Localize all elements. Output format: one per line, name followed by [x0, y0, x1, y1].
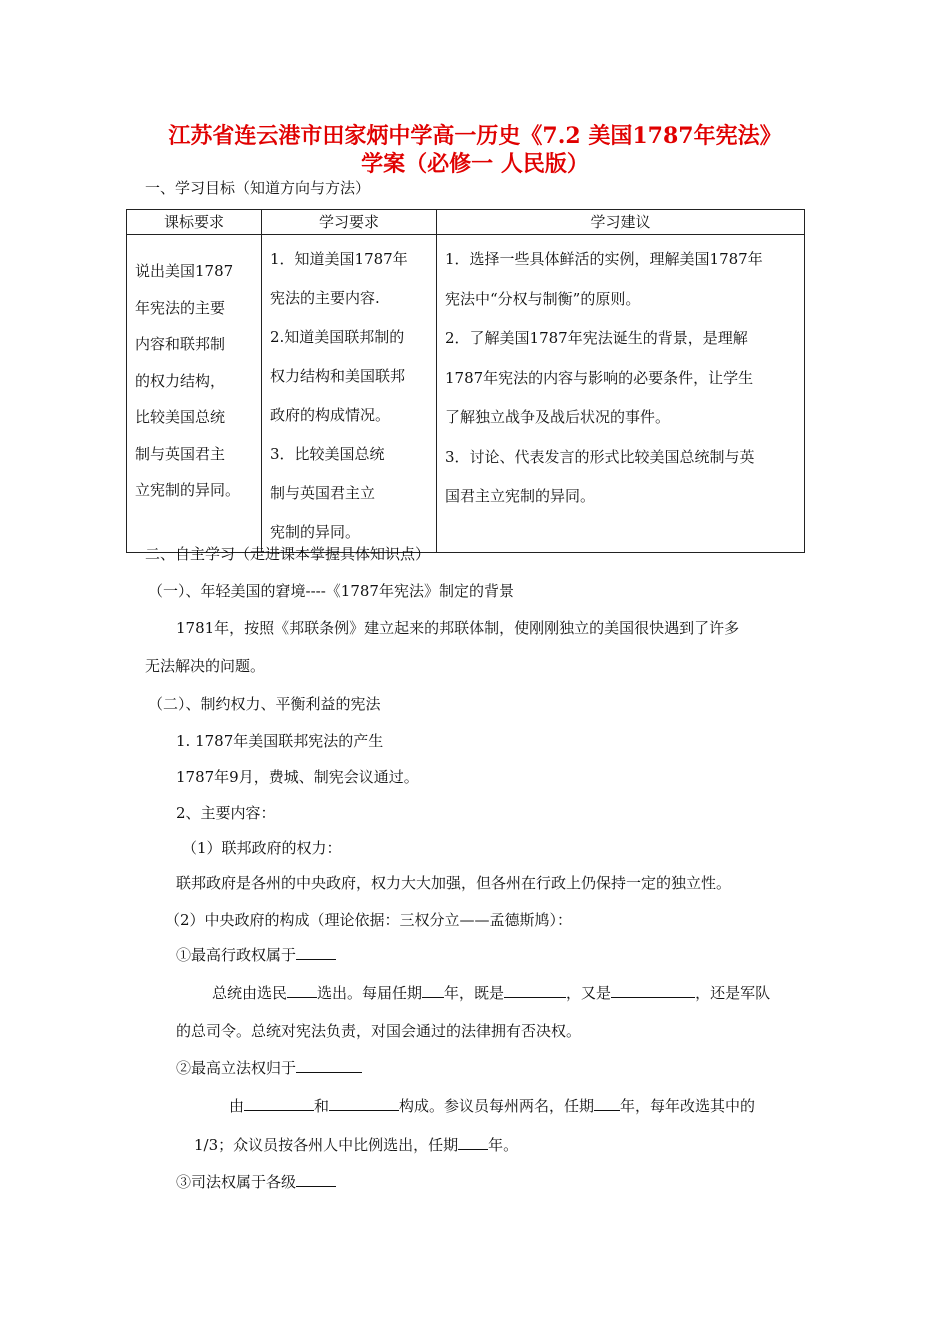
president-line	[212, 983, 770, 1003]
text-span: 构成。参议员每州两名，任期	[399, 1097, 595, 1115]
cell-line: 宪法的主要内容.	[270, 289, 380, 307]
learning-requirement-cell	[262, 235, 437, 553]
cell-text	[127, 235, 261, 509]
congress-line	[229, 1096, 755, 1116]
cell-line: 1．知道美国1787年	[270, 250, 408, 268]
table-header-cell: 学习建议	[437, 210, 805, 235]
cell-line: 制与英国君主立	[270, 484, 376, 502]
cell-line: 3．讨论、代表发言的形式比较美国总统制与英	[445, 447, 755, 466]
answer-blank[interactable]	[329, 1096, 399, 1111]
cell-line: 1787年宪法的内容与影响的必要条件，让学生	[445, 368, 754, 387]
cell-line: 内容和联邦制	[135, 335, 226, 353]
item2-sub1-heading: （1）联邦政府的权力：	[182, 839, 342, 857]
answer-blank[interactable]	[296, 1058, 362, 1073]
item2-heading: 2、主要内容：	[176, 804, 276, 822]
exec-label: ①最高行政权属于	[176, 946, 297, 964]
text-span: 总统由选民	[212, 984, 288, 1002]
cell-line: 制与英国君主	[135, 444, 226, 463]
learning-goals-table	[126, 209, 805, 553]
text-span: 选出。每届任期	[317, 984, 423, 1002]
curriculum-requirement-cell	[127, 235, 262, 553]
cell-line: 说出美国1787	[135, 262, 234, 280]
legislative-power-line	[176, 1058, 362, 1078]
section2-heading: 二、自主学习（走进课本掌握具体知识点）	[145, 545, 431, 563]
congress-line-2	[194, 1135, 518, 1155]
answer-blank[interactable]	[504, 983, 566, 998]
subsection2-heading: （二）、制约权力、平衡利益的宪法	[148, 695, 381, 713]
answer-blank[interactable]	[594, 1096, 620, 1111]
cell-line: 的权力结构，	[135, 371, 226, 390]
judicial-power-line	[176, 1172, 336, 1192]
executive-power-line	[176, 945, 336, 965]
leg-label: ②最高立法权归于	[176, 1059, 297, 1077]
cell-text	[437, 235, 804, 517]
answer-blank[interactable]	[458, 1135, 488, 1150]
paragraph-line: 1781年，按照《邦联条例》建立起来的邦联体制，使刚刚独立的美国很快遇到了许多	[176, 619, 740, 637]
text-span: 年，每年改选其中的	[620, 1097, 756, 1115]
cell-line: 国君主立宪制的异同。	[445, 487, 596, 505]
document-title-line1: 江苏省连云港市田家炳中学高一历史《7.2 美国1787年宪法》	[168, 123, 782, 149]
cell-line: 权力结构和美国联邦	[270, 367, 406, 385]
cell-line: 宪法中“分权与制衡”的原则。	[445, 289, 641, 308]
item2-sub1-text: 联邦政府是各州的中央政府，权力大大加强，但各州在行政上仍保持一定的独立性。	[176, 874, 732, 892]
document-title-line2: 学案（必修一 人民版）	[361, 151, 589, 177]
cell-line: 2.知道美国联邦制的	[270, 328, 405, 346]
president-line-2: 的总司令。总统对宪法负责，对国会通过的法律拥有否决权。	[176, 1022, 582, 1040]
text-span: ，还是军队	[695, 984, 771, 1002]
table-header-row	[127, 210, 805, 235]
subsection1-heading: （一）、年轻美国的窘境----《1787年宪法》制定的背景	[148, 582, 514, 600]
answer-blank[interactable]	[296, 1172, 336, 1187]
answer-blank[interactable]	[422, 983, 444, 998]
paragraph-line: 无法解决的问题。	[145, 657, 266, 675]
section1-heading: 一、学习目标（知道方向与方法）	[145, 179, 371, 197]
item2-sub2-heading: （2）中央政府的构成（理论依据：三权分立——孟德斯鸠）：	[165, 911, 573, 929]
text-span: 年，既是	[444, 984, 505, 1002]
table-header-cell: 课标要求	[127, 210, 262, 235]
cell-text	[262, 235, 436, 552]
cell-line: 比较美国总统	[135, 408, 226, 426]
answer-blank[interactable]	[611, 983, 695, 998]
cell-line: 2．了解美国1787年宪法诞生的背景，是理解	[445, 329, 748, 347]
text-span: 和	[314, 1097, 330, 1115]
cell-line: 立宪制的异同。	[135, 481, 241, 499]
text-span: 年。	[488, 1136, 519, 1154]
cell-line: 了解独立战争及战后状况的事件。	[445, 408, 671, 426]
learning-suggestion-cell	[437, 235, 805, 553]
text-span: ，又是	[566, 984, 612, 1002]
cell-line: 政府的构成情况。	[270, 406, 391, 424]
table-header-cell: 学习要求	[262, 210, 437, 235]
cell-line: 年宪法的主要	[135, 298, 226, 317]
text-span: 1/3；众议员按各州人中比例选出，任期	[194, 1136, 459, 1154]
text-span: 由	[229, 1097, 245, 1115]
jud-label: ③司法权属于各级	[176, 1173, 297, 1191]
cell-line: 3．比较美国总统	[270, 445, 385, 463]
answer-blank[interactable]	[287, 983, 317, 998]
answer-blank[interactable]	[296, 945, 336, 960]
item1-heading: 1. 1787年美国联邦宪法的产生	[176, 732, 384, 750]
item1-text: 1787年9月，费城、制宪会议通过。	[176, 768, 419, 786]
table-row	[127, 235, 805, 553]
cell-line: 1．选择一些具体鲜活的实例，理解美国1787年	[445, 250, 763, 268]
answer-blank[interactable]	[244, 1096, 314, 1111]
cell-line: 宪制的异同。	[270, 523, 361, 541]
